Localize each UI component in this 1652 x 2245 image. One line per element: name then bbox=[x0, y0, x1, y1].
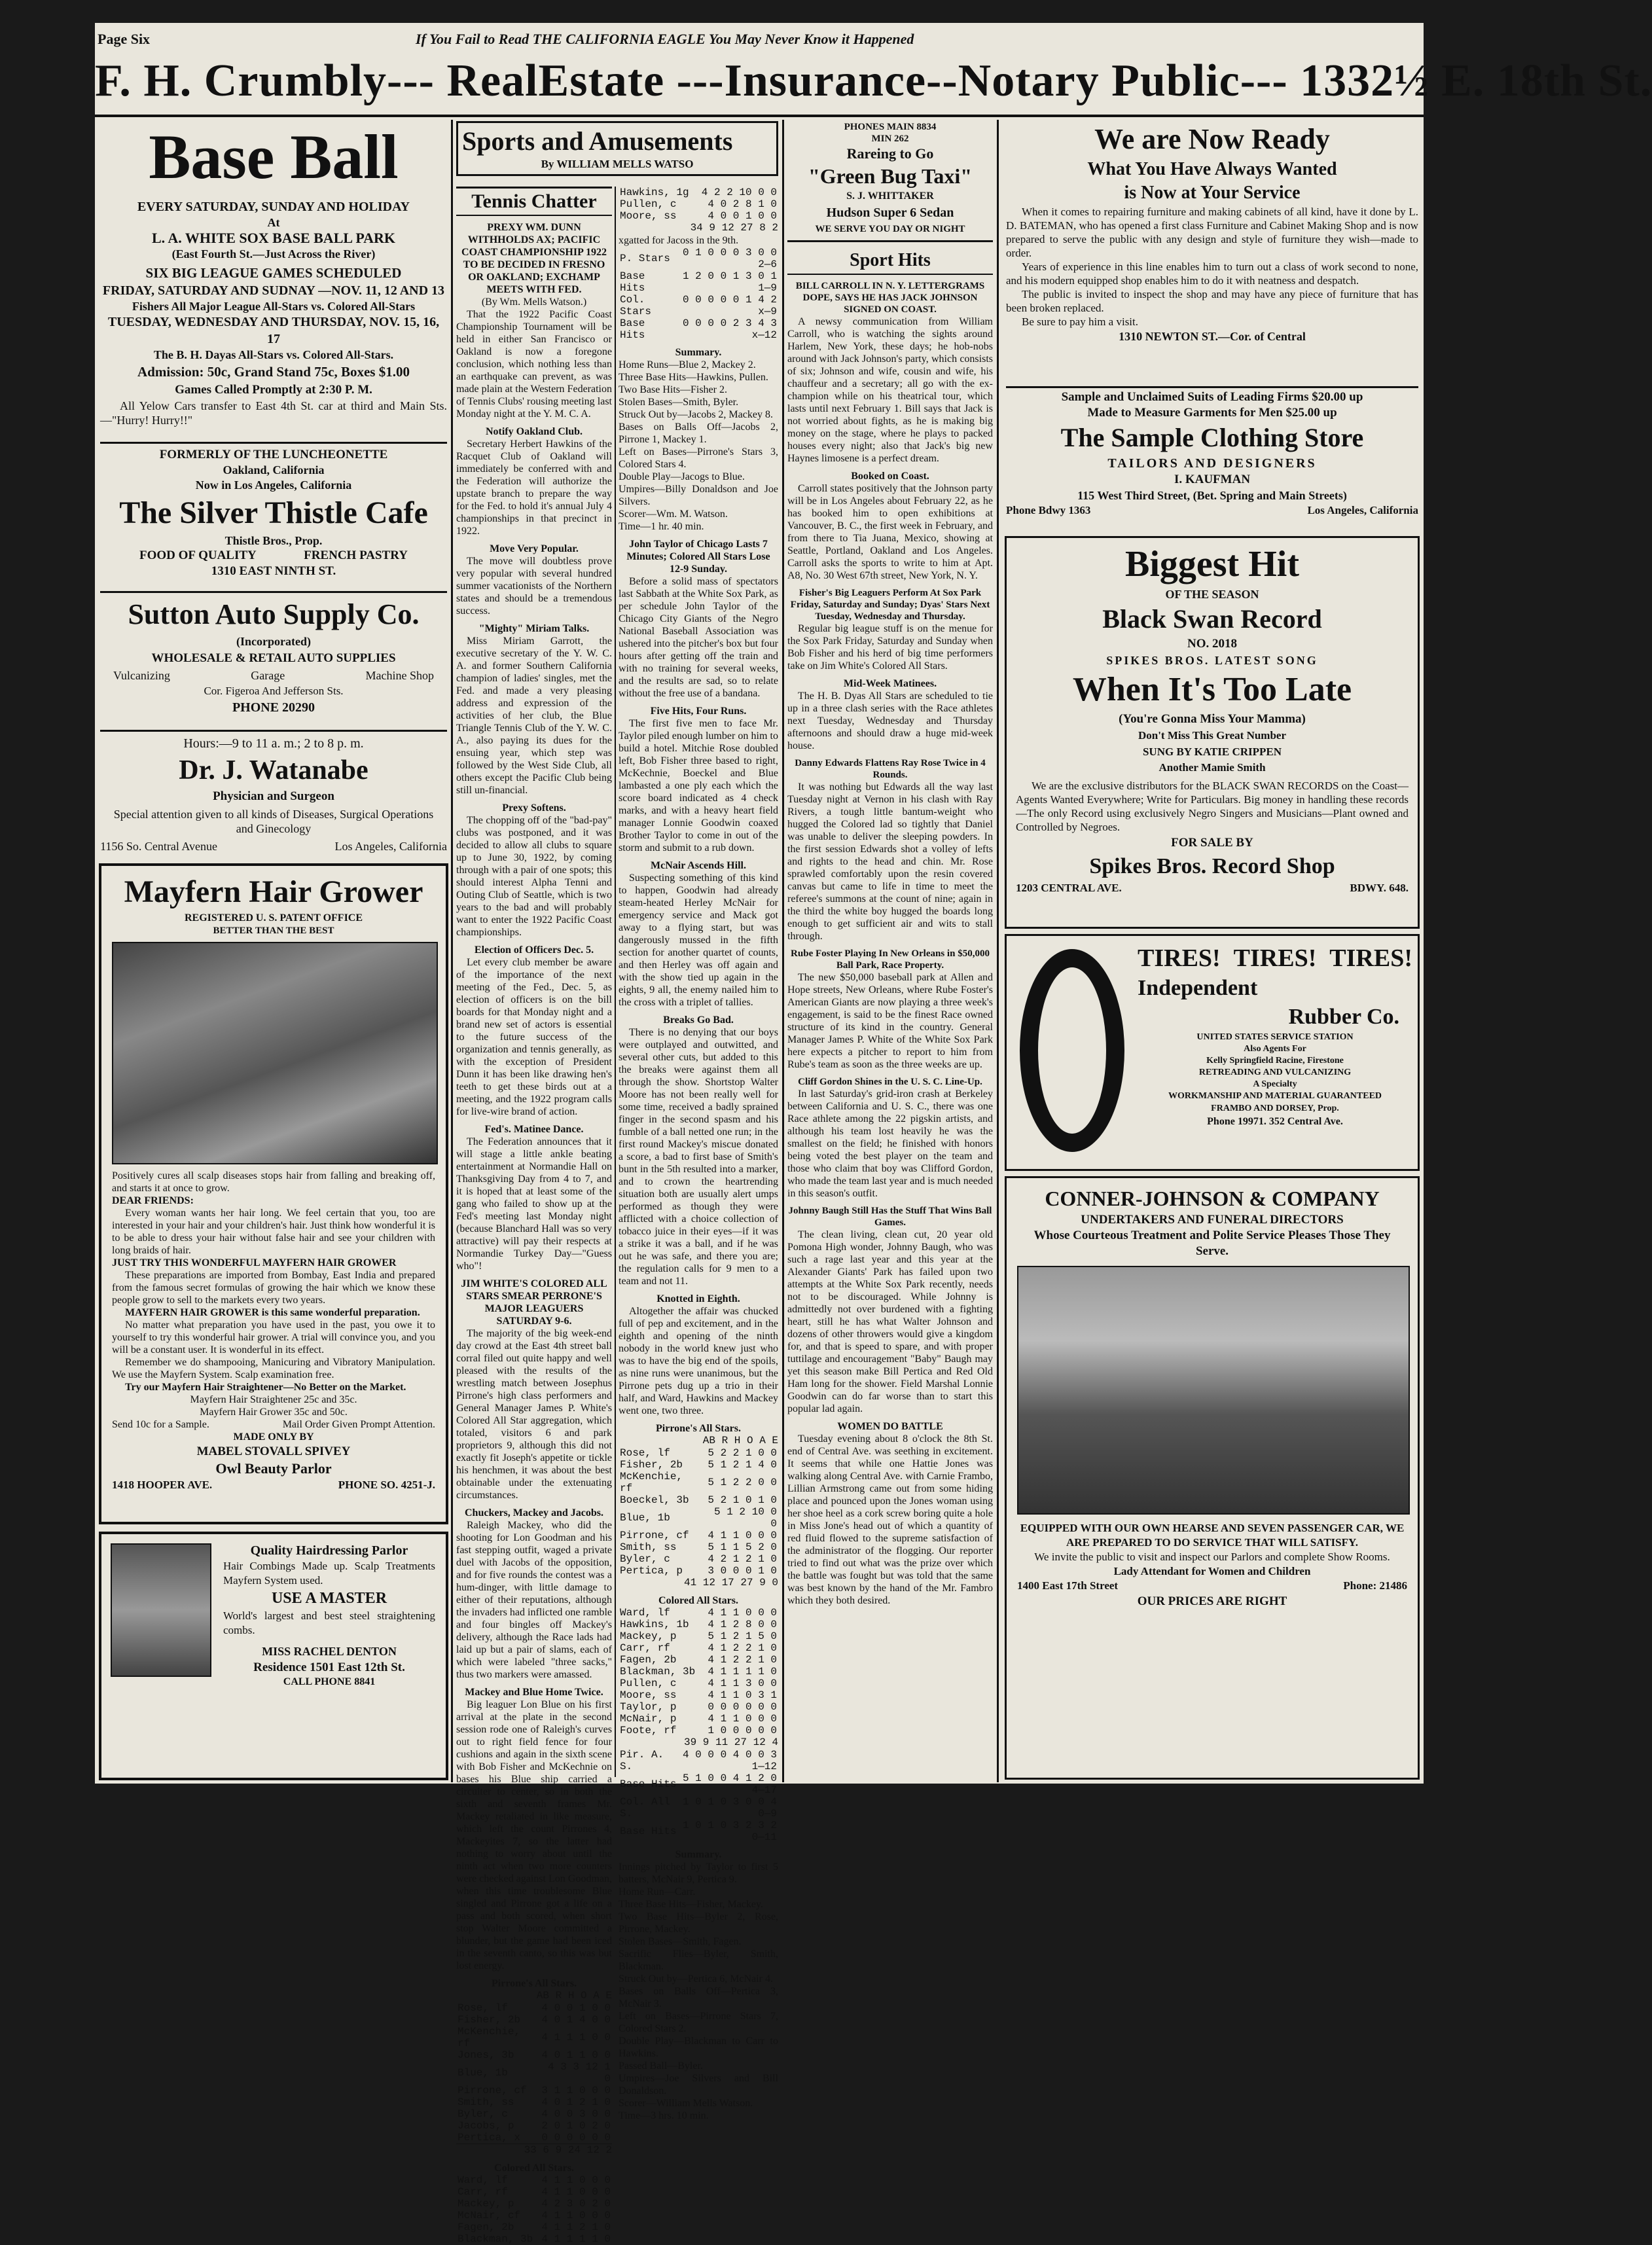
innings-saturday bbox=[619, 247, 778, 341]
sports-subcol-1: Tennis Chatter PREXY WM. DUNN WITHHOLDS AX; PACIFIC COAST CHAMPIONSHIP 1922 TO BE DECIDED IN FRESNO OR OAKLAND; EXCHAMP MEETS WITH FED. (By Wm. Mells Watson.) That the 1922 Pacific Coast Championship Tournament will be held in either San Francisco or Oakland is now a foregone conclusion, which nothing less than an earthquake can prevent, as was made plain at the Western Federation of Tennis Clubs' rousing meeting last Monday night at the Y. M. C. A. Notify Oakland Club. Secretary Herbert Hawkins of the Racquet Club of Oakland will immediately be conferred with and the Federation will authorize the upstate branch to prepare the way for the Fed. to hold it's annual July 4 championships in that precinct in 1922. Move Very Popular. The move will doubtless prove very popular with several hundred summer vacationists of the Northern states and should be a tremendous success. "Mighty" Miriam Talks. Miss Miriam Garrott, the executive secretary of the Y. W. C. A. and former Southern California champion of ladies' singles, met the Fed. and made a very pleasing address and expression of the activities of her club, the Blue Triangle Tennis Club of the Y. W. C. A., also paying its dues for the ensuing year, which step was followed by the West Side Club, all others except the Pacific Club being still un-financial. Prexy Softens. The chopping off of the "bad-pay" clubs was postponed, and it was decided to allow all clubs to square up to June 30, 1922, by coming through with a pair of one spots; this should interest Alpha Tenni and Outing Club of Seattle, which is two years to the bad and will probably want to enter the 1922 Pacific Coast championships. Election of Officers Dec. 5. Let every club member be aware of the importance of the next meeting of the Fed., Dec. 5, as election of officers is on the bill boards for that Monday night and a brand new set of actors is essential to the future success of the organization and tennis generally, as with the exception of President Dunn it has been like drawing hen's teeth to get these birds out at a meeting, and the 1922 program calls for live-wire brand of action. Fed's. Matinee Dance. The Federation announces that it will stage a little ankle beating entertainment at Normandie Hall on Thanksgiving Day from 4 to 7, and it is hoped that at least some of the gang who failed to show up at the Fed's meeting last Monday night (because Blanchard Hall was so very attractive) will pay their respects at Normandie Turkey Day—"Guess who"! JIM WHITE'S COLORED ALL STARS SMEAR PERRONE'S MAJOR LEAGUERS SATURDAY 9-6. The majority of the big week-end day crowd at the East 4th street ball corral filed out quite happy and well pleased with the results of the wrestling match between Josephus Pirrone's high class performers and General Manager James P. White's Colored All Star aggregation, which totaled, visitors 6 and park proprietors 9, although this did not exactly fit Joseph's appetite or tickle his henchmen, it was about the best obtainable under the extenuating circumstances. Chuckers, Mackey and Jacobs. Raleigh Mackey, who did the shooting for Lon Goodman and his fast stepping outfit, waged a private duel with Jacobs of the opposition, and for five rounds the contest was a hum-dinger, with little damage to either of their reputations, although the invaders had inflicted one ramble and four bingles off Mackey's delivery, although the Race lads had laid up but a pair of slams, each of which were labeled "three sacks," thus two markers were amassed. Mackey and Blue Home Twice. Big leaguer Lon Blue on his first arrival at the plate in the second session rode one of Raleigh's curves out to right field fence for four cushions and again in the sixth scene with Bob Fisher and McKechnie on bases his Blue ship carried a circuiter to center, so in both the sixth and seventh frames Mr. Mackey retaliated in like measure, which left the count Pirrones 4, Mackeyites 7, so the latter had nothing to worry about until the ninth act when two more counters were checked against Lon Goodman, when this time troublesome Blue singled and Pirrone got a life on a pass and both scored, when short stop Walter Moore committed a blunder, but the game had been iced in the seventh canto, so this was but lost energy. Pirrone's All Stars. AB R H O A E Rose, lf 4 0 0 1 0 0 Fisher, 2b 4 0 1 4 0 0 McKenchie, rf 4 1 1 1 0 0 Jones, 3b 4 0 1 1 0 0 Blue, 1b 4 3 3 12 1 0 Pirrone, cf 3 1 1 0 0 0 Smith, ss 4 0 1 2 1 0 Byler, c 4 0 0 3 0 0 Jacobs, p 2 0 1 0 2 0 Pertica, x 0 0 0 0 0 0 33 6 9 24 12 2 Colored All Stars. Ward, lf 4 1 1 0 0 0 Carr, rf 4 1 1 0 0 0 Mackey, p 4 2 3 0 2 0 McNair, cf 4 1 1 0 0 0 Fagen, 2b 4 1 1 2 1 0 Blackman, 3b 4 1 1 1 1 0 bbox=[456, 187, 612, 1777]
box-score-row: Blackman, 3b 4 1 1 1 1 0 bbox=[458, 2233, 611, 2245]
black-swan-ad: Biggest Hit OF THE SEASON Black Swan Record NO. 2018 SPIKES BROS. LATEST SONG When It's Too Late (You're Gonna Miss Your Mamma) Don't Miss This Great Number SUNG BY KATIE CRIPPEN Another Mamie Smith We are the exclusive distributors for the BLACK SWAN RECORDS on the Coast—Agents Wanted Everywhere; Write for Particulars. Big money in handling these records—The only Record using exclusively Negro Singers and Musicians—Plant owned and Controlled by Negroes. FOR SALE BY Spikes Bros. Record Shop 1203 CENTRAL AVE. BDWY. 648. bbox=[1005, 536, 1420, 929]
sports-header: Sports and Amusements By WILLIAM MELLS WATSO bbox=[456, 121, 778, 176]
sutton-title: Sutton Auto Supply Co. bbox=[128, 598, 420, 630]
page-label: Page Six bbox=[98, 31, 151, 47]
box-score-saturday-colored bbox=[456, 2174, 612, 2245]
box-score-row: Foote, rf 1 0 0 0 0 0 bbox=[620, 1725, 777, 1736]
baseball-title: Base Ball bbox=[149, 122, 399, 192]
box-score-row: Fagen, 2b 4 1 1 2 1 0 bbox=[458, 2221, 611, 2233]
box-score-row: Boeckel, 3b 5 2 1 0 1 0 bbox=[620, 1494, 777, 1506]
tire-illustration bbox=[1020, 949, 1124, 1152]
mayfern-title: Mayfern Hair Grower bbox=[124, 874, 423, 909]
sample-clothing-ad: Sample and Unclaimed Suits of Leading Firms $20.00 up Made to Measure Garments for Men $25.00 up The Sample Clothing Store TAILORS AND DESIGNERS I. KAUFMAN 115 West Third Street, (Bet. Spring and Main Streets) Phone Bdwy 1363 Los Angeles, California bbox=[1006, 390, 1418, 516]
box-score-row: Pullen, c 4 1 1 3 0 0 bbox=[620, 1678, 777, 1689]
biggest-hit-title: Biggest Hit bbox=[1125, 544, 1299, 584]
box-score-row: Byler, c 4 0 0 3 0 0 bbox=[458, 2108, 611, 2120]
innings-sunday bbox=[619, 1749, 778, 1843]
box-score-row: Ward, lf 4 1 1 0 0 0 bbox=[458, 2174, 611, 2186]
box-score-row: Rose, lf 5 2 2 1 0 0 bbox=[620, 1447, 777, 1459]
baseball-ad: Base Ball EVERY SATURDAY, SUNDAY AND HOLIDAY At L. A. WHITE SOX BASE BALL PARK (East Fourth St.—Just Across the River) SIX BIG LEAGUE GAMES SCHEDULED FRIDAY, SATURDAY AND SUDNAY —NOV. 11, 12 AND 13 Fishers All Major League All-Stars vs. Colored All-Stars TUESDAY, WEDNESDAY AND THURSDAY, NOV. 15, 16, 17 The B. H. Dayas All-Stars vs. Colored All-Stars. Admission: 50c, Grand Stand 75c, Boxes $1.00 Games Called Promptly at 2:30 P. M. All Yelow Cars transfer to East 4th St. car at third and Main Sts.—"Hurry! Hurry!!" bbox=[100, 122, 447, 427]
box-score-row: Pullen, c 4 0 2 8 1 0 bbox=[620, 198, 777, 210]
box-score-row: Pertica, p 3 0 0 0 1 0 bbox=[620, 1565, 777, 1577]
box-score-row: Base Hits 1 0 1 0 3 2 3 2 0—11 bbox=[620, 1820, 777, 1843]
box-score-row: Smith, ss 5 1 1 5 2 0 bbox=[620, 1541, 777, 1553]
box-score-row: Blue, 1b 5 1 2 10 0 0 bbox=[620, 1506, 777, 1530]
bateman-title: We are Now Ready bbox=[1094, 123, 1330, 155]
newspaper-page bbox=[95, 23, 1652, 2245]
box-score-row: Col. All S. 1 0 1 0 3 0 0 4 0—9 bbox=[620, 1796, 777, 1820]
box-score-row: Blackman, 3b 4 1 1 1 1 0 bbox=[620, 1666, 777, 1678]
box-score-row: Base Hits 5 1 0 0 4 1 2 0 4—17 bbox=[620, 1772, 777, 1796]
silver-thistle-ad: FORMERLY OF THE LUNCHEONETTE Oakland, California Now in Los Angeles, California The Silver Thistle Cafe Thistle Bros., Prop. FOOD OF QUALITY FRENCH PASTRY 1310 EAST NINTH ST. bbox=[100, 447, 447, 586]
box-score-row: Col. Stars 0 0 0 0 0 1 4 2 x—9 bbox=[620, 294, 777, 317]
sports-subcol-2: Hawkins, 1g 4 2 2 10 0 0 Pullen, c 4 0 2 8 1 0 Moore, ss 4 0 0 1 0 0 34 9 12 27 8 2 xgatted for Jacoss in the 9th. P. Stars 0 1 0 0 0 3 0 0 2—6 Base Hits 1 2 0 0 1 3 0 1 1—9 Col. Stars 0 0 0 0 0 1 4 2 x—9 Base Hits 0 0 0 0 2 3 4 3 x—12 Summary. Home Runs—Blue 2, Mackey 2. Three Base Hits—Hawkins, Pullen. Two Base Hits—Fisher 2. Stolen Bases—Smith, Byler. Struck Out by—Jacobs 2, Mackey 8. Bases on Balls Off—Jacobs 2, Pirrone 1, Mackey 1. Left on Bases—Pirrone's Stars 3, Colored Stars 4. Double Play—Jacogs to Blue. Umpires—Billy Donaldson and Joe Silvers. Scorer—Wm. M. Watson. Time—1 hr. 40 min. John Taylor of Chicago Lasts 7 Minutes; Colored All Stars Lose 12-9 Sunday. Before a solid mass of spectators last Sabbath at the White Sox Park, as per schedule John Taylor of the Chicago City Giants of the Negro National Baseball Association was ushered into the pitcher's box but four hours after getting off the train and with no training for several weeks, and the results are sad, so to relate without the free use of a bandana. Five Hits, Four Runs. The first five men to face Mr. Taylor piled enough lumber on him to build a hotel. Mitchie Rose doubled left, Bob Fisher three based to right, McKechnie, Boeckel and Blue lambasted a one ply each which the score board indicated as 4 check marks, and with a heavy heart field manager Lonnie Goodwin coaxed Brother Taylor to come in out of the storm and submit to a rub down. McNair Ascends Hill. Suspecting something of this kind to happen, Goodwin had already steam-heated Herley McNair for emergency service and Mack got away to a flying start, but was dangerously mussed in the fifth section for another quartet of counts, and then Herley was off again and with the show tied up again in the eights, 9 all, the enemy nailed him to the cross with a triplet of tallies. Breaks Go Bad. There is no denying that our boys were outplayed and outwitted, and several other cuts, but added to this the breaks were against them all through the show. Shortstop Walter Moore has not been really well for some time, received a badly sprained finger in the second spasm and his fumble of a ball netted one run; in the first round Mackey's miscue donated a score, a bad to first base of Smith's bunt in the 5th resulted into a marker, and to crown the heartrending situation both are usually alert umps performed as though they were afflicted with a choice collection of tobacco juice in their eyes—if it was a strike it was a ball, and if he was out he was safe, and there you are; the regulation calls for 9 men to a team and not 11. Knotted in Eighth. Altogether the affair was chucked full of pep and excitement, and in the eighth and opening of the ninth nobody in the world knew just who was to have the big end of the spoils, as nine runs were unanimous, but the Pirrone pets dug up a trio in their half, and Ward, Hawkins and Mackey went one, two three. Pirrone's All Stars. AB R H O A E Rose, lf 5 2 2 1 0 0 Fisher, 2b 5 1 2 1 4 0 McKenchie, rf 5 1 2 2 0 0 Boeckel, 3b 5 2 1 0 1 0 Blue, 1b 5 1 2 10 0 0 Pirrone, cf 4 1 1 0 0 0 Smith, ss 5 1 1 5 2 0 Byler, c 4 2 1 2 1 0 Pertica, p 3 0 0 0 1 0 41 12 17 27 9 0 Colored All Stars. Ward, lf 4 1 1 0 0 0 Hawkins, 1b 4 1 2 8 0 0 Mackey, p 5 1 2 1 5 0 Carr, rf 4 1 2 2 1 0 Fagen, 2b 4 1 2 2 1 0 Blackman, 3b 4 1 1 1 1 0 Pullen, c 4 1 1 3 0 0 Moore, ss 4 1 1 0 3 1 Taylor, p 0 0 0 0 0 0 McNair, p 4 1 1 0 0 0 Foote, rf 1 0 0 0 0 0 39 9 11 27 12 4 Pir. A. S. 4 0 0 0 4 0 0 3 1—12 Base Hits 5 1 0 0 4 1 2 0 4—17 Col. All S. 1 0 1 0 3 0 0 4 0—9 Base Hits 1 0 1 0 3 2 3 2 0—11 Summary. Innings pitched by Taylor to first 5 batters, McNair 9, Pertica 9. Home Run—Carr. Three Base Hits—Fisher, Mackey. Two Base Hits—Byler 2, Rose, Pirrone, Mackey. Stolen Bases—Smith, Fagen. Sacrific Flies—Byler, Smith, Blackman. Struck Out by—Pertica 6, McNair 4. Bases on Balls Off—Pertica 3, McNair 3. Left on Bases—Pirrone Stars 7, Colored Stars 2. Double Play—Blackman to Carr to Hawkins. Passed Ball—Byler. Umpires—Joe Silvers and Bill Donaldson. Scorer—William Mells Watson. Time—3 hrs. 10 min. bbox=[619, 187, 778, 2121]
box-score-sunday-pirrone bbox=[619, 1447, 778, 1577]
conner-johnson-ad: CONNER-JOHNSON & COMPANY UNDERTAKERS AND FUNERAL DIRECTORS Whose Courteous Treatment and Polite Service Pleases Those They Serve. EQUIPPED WITH OUR OWN HEARSE AND SEVEN PASSENGER CAR, WE ARE PREPARED TO DO SERVICE THAT WILL SATISFY. We invite the public to visit and inspect our Parlors and complete Show Rooms. Lady Attendant for Women and Children 1400 East 17th Street Phone: 21486 OUR PRICES ARE RIGHT bbox=[1005, 1176, 1420, 1780]
tagline: If You Fail to Read THE CALIFORNIA EAGLE You May Never Know it Happened bbox=[416, 31, 914, 47]
watanabe-title: Dr. J. Watanabe bbox=[179, 755, 368, 785]
box-score-row: Base Hits 0 0 0 0 2 3 4 3 x—12 bbox=[620, 317, 777, 341]
masthead-ad: F. H. Crumbly--- RealEstate ---Insurance--Notary Public--- 1332½ E. 18th St. bbox=[95, 56, 1652, 106]
sport-hits-title: Sport Hits bbox=[787, 247, 993, 275]
box-score-row: Smith, ss 4 0 1 2 1 0 bbox=[458, 2096, 611, 2108]
box-score-row: McNair, cf 4 1 1 0 0 0 bbox=[458, 2210, 611, 2221]
box-score-row: Fisher, 2b 4 0 1 4 0 0 bbox=[458, 2014, 611, 2026]
bateman-ad: We are Now Ready What You Have Always Wanted is Now at Your Service When it comes to repairing furniture and making cabinets of all kind, have it done by L. D. BATEMAN, who has opened a first class Furniture and Cabinet Making Shop and is now prepared to serve the public with any design and style of furniture they wish—made to order. Years of experience in this line enables him to turn out a class of work second to none, and his modern equipped shop enables him to do it with neatness and despatch. The public is invited to inspect the shop and may have any piece of furniture that has been broken replaced. Be sure to pay him a visit. 1310 NEWTON ST.—Cor. of Central bbox=[1006, 121, 1418, 383]
denton-photo bbox=[111, 1543, 211, 1677]
box-score-row: McKenchie, rf 4 1 1 1 0 0 bbox=[458, 2026, 611, 2049]
box-score-row: McKenchie, rf 5 1 2 2 0 0 bbox=[620, 1471, 777, 1494]
box-score-row: Fisher, 2b 5 1 2 1 4 0 bbox=[620, 1459, 777, 1471]
top-line bbox=[95, 27, 1424, 50]
box-score-saturday-pirrone bbox=[456, 2002, 612, 2144]
mayfern-ad: Mayfern Hair Grower REGISTERED U. S. PATENT OFFICE BETTER THAN THE BEST Positively cures all scalp diseases stops hair from falling and breaking off, and starts it at once to grow. DEAR FRIENDS: Every woman wants her hair long. We feel certain that you, too are interested in your hair and your children's hair. Just think how wonderful it is to be able to dress your hair without false hair and see your children with long braids of hair. JUST TRY THIS WONDERFUL MAYFERN HAIR GROWER These preparations are imported from Bombay, East India and prepared from the famous secret formulas of growing the hair which we know these people grow to sell to the markets every two years. MAYFERN HAIR GROWER is this same wonderful preparation. No matter what preparation you have used in the past, you owe it to yourself to try this wonderful hair grower. A trial will convince you, and you will be a constant user. It is wonderful in its effect. Remember we do shampooing, Manicuring and Vibratory Manipulation. We use the Mayfern System. Scalp examination free. Try our Mayfern Hair Straightener—No Better on the Market. Mayfern Hair Straightener 25c and 35c. Mayfern Hair Grower 35c and 50c. Send 10c for a Sample. Mail Order Given Prompt Attention. MADE ONLY BY MABEL STOVALL SPIVEY Owl Beauty Parlor 1418 HOOPER AVE. PHONE SO. 4251-J. bbox=[99, 863, 448, 1524]
denton-ad: Quality Hairdressing Parlor Hair Combings Made up. Scalp Treatments Mayfern System used. USE A MASTER World's largest and best steel straightening combs. MISS RACHEL DENTON Residence 1501 East 12th St. CALL PHONE 8841 bbox=[99, 1532, 448, 1780]
box-score-row: Base Hits 1 2 0 0 1 3 0 1 1—9 bbox=[620, 270, 777, 294]
watanabe-ad: Hours:—9 to 11 a. m.; 2 to 8 p. m. Dr. J. Watanabe Physician and Surgeon Special attention given to all kinds of Diseases, Surgical Operations and Ginecology 1156 So. Central Avenue Los Angeles, California bbox=[100, 736, 447, 853]
silver-thistle-title: The Silver Thistle Cafe bbox=[119, 495, 428, 530]
box-score-row: Carr, rf 4 1 2 2 1 0 bbox=[620, 1642, 777, 1654]
conner-johnson-title: CONNER-JOHNSON & COMPANY bbox=[1045, 1187, 1380, 1210]
box-score-row: Hawkins, 1b 4 1 2 8 0 0 bbox=[620, 1619, 777, 1630]
column-divider bbox=[997, 120, 999, 1782]
box-score-row: Mackey, p 4 2 3 0 2 0 bbox=[458, 2198, 611, 2210]
box-score-row: Moore, ss 4 0 0 1 0 0 bbox=[620, 210, 777, 222]
box-score-row: Carr, rf 4 1 1 0 0 0 bbox=[458, 2186, 611, 2198]
box-score-row: Mackey, p 5 1 2 1 5 0 bbox=[620, 1630, 777, 1642]
box-score-row: Jones, 3b 4 0 1 1 0 0 bbox=[458, 2049, 611, 2061]
box-score-row: Fagen, 2b 4 1 2 2 1 0 bbox=[620, 1654, 777, 1666]
box-score-saturday-continued bbox=[619, 187, 778, 222]
box-score-row: Taylor, p 0 0 0 0 0 0 bbox=[620, 1701, 777, 1713]
song-title: When It's Too Late bbox=[1072, 671, 1352, 708]
box-score-row: Ward, lf 4 1 1 0 0 0 bbox=[620, 1607, 777, 1619]
box-score-row: Blue, 1b 4 3 3 12 1 0 bbox=[458, 2061, 611, 2085]
sport-hits-column: PHONES MAIN 8834 MIN 262 Rareing to Go "Green Bug Taxi" S. J. WHITTAKER Hudson Super 6 Sedan WE SERVE YOU DAY OR NIGHT Sport Hits BILL CARROLL IN N. Y. LETTERGRAMS DOPE, SAYS HE HAS JACK JOHNSON SIGNED ON COAST. A newsy communication from William Carroll, who is watching the sights around Harlem, New York, these days; he hob-nobs around with Jack Johnson's party, which consists of six; Johnson and wife, cousin and wife, his chauffeur and a secretary; all go with the ex-champion while on his theatrical tour, which lasts until next February 1. Bill says that Jack is not worried about fights, as he is making big money on the stage, where he plays to packed houses every night; also that Jack's big new Haynes limosene is a perfect dream. Booked on Coast. Carroll states positively that the Johnson party will be in Los Angeles about February 22, as he has booked him to open exhibitions at Vancouver, B. C., the first week in February, and from there to Tia Juana, Mexico, showing at Seattle, Portland, Oakland and Los Angeles. Carroll asks the sports to write to him at Apt. A8, No. 30 West 67th street, New York, N. Y. Fisher's Big Leaguers Perform At Sox Park Friday, Saturday and Sunday; Dyas' Stars Next Tuesday, Wednesday and Thursday. Regular big league stuff is on the menue for the Sox Park Friday, Saturday and Sunday when Bob Fisher and his herd of big time performers take on Jim White's Colored All Stars. Mid-Week Matinees. The H. B. Dyas All Stars are scheduled to tie up in a three clash series with the Race athletes next Tuesday, Wednesday and Thursday afternoons and should draw a huge mid-week house. Danny Edwards Flattens Ray Rose Twice in 4 Rounds. It was nothing but Edwards all the way last Tuesday night at Vernon in his clash with Ray Rivers, a tough little bantum-weight who hugged the Colored lad so tightly that Daniel was unable to deliver the sleeping powders. In the first session Edwards shot a volley of lefts and rights to the head and chin. Mr. Rose sprawled comfortably upon the resin covered canvas but came to life in time to meet the referee's summons at the count of nine; again in the third the white boy hugged the boards long enough to get sufficient air and wits to stall through. Rube Foster Playing In New Orleans in $50,000 Ball Park, Race Property. The new $50,000 baseball park at Allen and Hope streets, New Orleans, where Rube Foster's American Giants are now playing a three week's engagement, is said to be the finest Race owned structure of its kind in the country. General Manager James P. White of the White Sox Park here expects a pitcher to report to him from Rube's team as soon as the three weeks are up. Cliff Gordon Shines in the U. S. C. Line-Up. In last Saturday's grid-iron crash at Berkeley between California and U. S. C., there was one Race athlete among the 22 pigskin artists, and although his team lost heavily he was the smallest on the field; he finished with honors being voted the best player on the team and those who claim that boy was Clifford Gordon, who made the team last year and is much needed in this season's outfit. Johnny Baugh Still Has the Stuff That Wins Ball Games. The clean living, clean cut, 20 year old Pomona High wonder, Johnny Baugh, who was such a rage last year and this year at the Alexander Giants' Park has failed upon two attempts at the White Sox Park recently, needs not to be discouraged. While Johnny is admittedly not over burdened with a fighting heart, still he has what Walter Johnson and dozens of other throwers would give a kingdom for, and that is speed to spare, and with proper tuttilage and encouragement "Baby" Baugh may yet this season make Bill Pertica and Red Old Ham long for the shower. Field Marshal Lonnie Goodwin can do far worse than to start this popular lad again. WOMEN DO BATTLE Tuesday evening about 8 o'clock the 8th St. end of Central Ave. was seething in excitement. It seems that while one Hattie Jones was walking along Central Ave. with Carnie Frambo, Lillian Armstrong came out from some hiding place and pounced upon the Jones woman using her shoe heel as a cork screw boring quite a hole in Miss Jone's head out of which a quantity of red fluid flowed to the supreme satisfaction of the administrator of the flogging. Our reporter tried to find out what was the prize over which the battle was fought but was told that the same was best known by the hand of the Mr. Fambro which they both desired. bbox=[787, 122, 993, 1606]
box-score-row: Rose, lf 4 0 0 1 0 0 bbox=[458, 2002, 611, 2014]
box-score-row: Jacobs, p 2 0 1 0 2 0 bbox=[458, 2120, 611, 2132]
hearse-photo bbox=[1017, 1266, 1410, 1515]
mayfern-photo bbox=[112, 942, 438, 1164]
tennis-chatter-title: Tennis Chatter bbox=[456, 187, 612, 216]
box-score-row: Moore, ss 4 1 1 0 3 1 bbox=[620, 1689, 777, 1701]
column-divider bbox=[451, 120, 453, 1782]
box-score-row: McNair, p 4 1 1 0 0 0 bbox=[620, 1713, 777, 1725]
box-score-row: Hawkins, 1g 4 2 2 10 0 0 bbox=[620, 187, 777, 198]
box-score-row: Pirrone, cf 3 1 1 0 0 0 bbox=[458, 2085, 611, 2096]
box-score-row: Byler, c 4 2 1 2 1 0 bbox=[620, 1553, 777, 1565]
tires-ad: TIRES! TIRES! TIRES! Independent Rubber Co. UNITED STATES SERVICE STATION Also Agents For Kelly Springfield Racine, Firestone RETREADING AND VULCANIZING A Specialty WORKMANSHIP AND MATERIAL GUARANTEED FRAMBO AND DORSEY, Prop. Phone 19971. 352 Central Ave. bbox=[1005, 934, 1420, 1171]
green-bug-taxi-title: "Green Bug Taxi" bbox=[808, 164, 973, 188]
box-score-sunday-colored bbox=[619, 1607, 778, 1736]
box-score-row: Pertica, x 0 0 0 0 0 0 bbox=[458, 2132, 611, 2144]
sample-clothing-title: The Sample Clothing Store bbox=[1060, 423, 1364, 452]
box-score-row: Pirrone, cf 4 1 1 0 0 0 bbox=[620, 1530, 777, 1541]
box-score-row: P. Stars 0 1 0 0 0 3 0 0 2—6 bbox=[620, 247, 777, 270]
masthead-rule bbox=[95, 115, 1424, 117]
box-score-row: Pir. A. S. 4 0 0 0 4 0 0 3 1—12 bbox=[620, 1749, 777, 1772]
column-divider bbox=[782, 120, 784, 1782]
sutton-auto-ad: Sutton Auto Supply Co. (Incorporated) WHOLESALE & RETAIL AUTO SUPPLIES Vulcanizing Garage Machine Shop Cor. Figeroa And Jefferson Sts. PHONE 20290 bbox=[100, 596, 447, 727]
